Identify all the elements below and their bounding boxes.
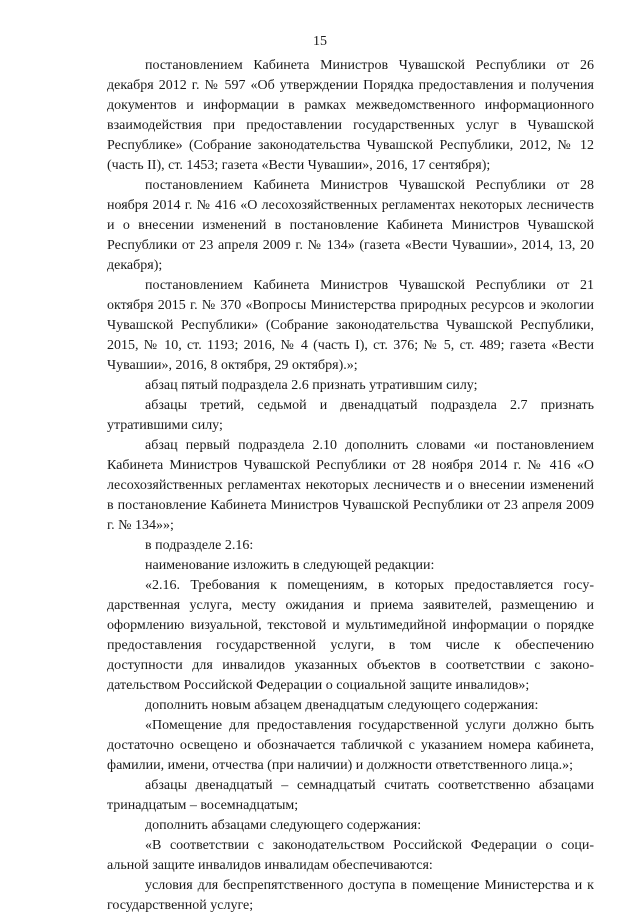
paragraph: дополнить новым абзацем двенадцатым следующего содержания: xyxy=(145,698,539,713)
paragraph: дополнить абзацами следующего содержания: xyxy=(145,818,422,833)
page-number: 15 xyxy=(313,34,327,49)
paragraph: абзацы двенадцатый – семнадцатый считать соответственно абзацами тринадцатым – восемнадцатым; xyxy=(107,778,594,813)
paragraph: постановлением Кабинета Министров Чувашской Республики от 28 ноября 2014 г. № 416 «О лесохозяйственных регламентах некоторых лесничеств и о внесении изменений в постановление Кабинета Министров Чувашской Республики от 23 апреля 2009 г. № 134» (газета «Вести Чувашии», 2014, 13, 20 декабря); xyxy=(107,178,594,273)
paragraph: постановлением Кабинета Министров Чувашской Республики от 21 октября 2015 г. № 370 «Вопросы Министерства природных ресурсов и экологии Чувашской Республики» (Собрание законодательства Чувашской Республики, 2015, № 10, ст. 1193; 2016, № 4 (часть I), ст. 376; № 5, ст. 489; газета «Вести Чувашии», 2016, 8 октября, 29 октября).»; xyxy=(107,278,594,373)
paragraph: абзац первый подраздела 2.10 дополнить словами «и постановлением Кабинета Министров Чувашской Республики от 28 ноября 2014 г. № 416 «О лесохозяйственных регламентах некоторых лесничеств и о внесении изменений в постановление Кабинета Министров Чувашской Республики от 23 апреля 2009 г. № 134»»; xyxy=(107,438,594,533)
paragraph: «2.16. Требования к помещениям, в которых предоставляется государственная услуга, месту ожидания и приема заявителей, размещению и оформлению визуальной, текстовой и мультимедийной информации о порядке предоставления государственной услуги, в том числе к обеспечению доступности для инвалидов указанных объектов в соответствии с законодательством Российской Федерации о социальной защите инвалидов»; xyxy=(107,578,594,693)
paragraph: условия для беспрепятственного доступа в помещение Министерства и к государственной услуге; xyxy=(107,878,594,913)
paragraph: «Помещение для предоставления государственной услуги должно быть достаточно освещено и обозначается табличкой с указанием номера кабинета, фамилии, имени, отчества (при наличии) и должности ответственного лица.»; xyxy=(107,718,594,773)
document-body xyxy=(107,56,594,916)
paragraph: наименование изложить в следующей редакции: xyxy=(145,558,435,573)
paragraph: постановлением Кабинета Министров Чувашской Республики от 26 декабря 2012 г. № 597 «Об утверждении Порядка предоставления и получения документов и информации в рамках межведомственного информационного взаимодействия при предоставлении государственных услуг в Чувашской Республике» (Собрание законодательства Чувашской Республики, 2012, № 12 (часть II), ст. 1453; газета «Вести Чувашии», 2016, 17 сентября); xyxy=(107,58,594,173)
paragraph: в подразделе 2.16: xyxy=(145,538,254,553)
paragraph: абзац пятый подраздела 2.6 признать утратившим силу; xyxy=(145,378,478,393)
paragraph: «В соответствии с законодательством Российской Федерации о социальной защите инвалидов инвалидам обеспечиваются: xyxy=(107,838,594,873)
paragraph: абзацы третий, седьмой и двенадцатый подраздела 2.7 признать утратившими силу; xyxy=(107,398,594,433)
